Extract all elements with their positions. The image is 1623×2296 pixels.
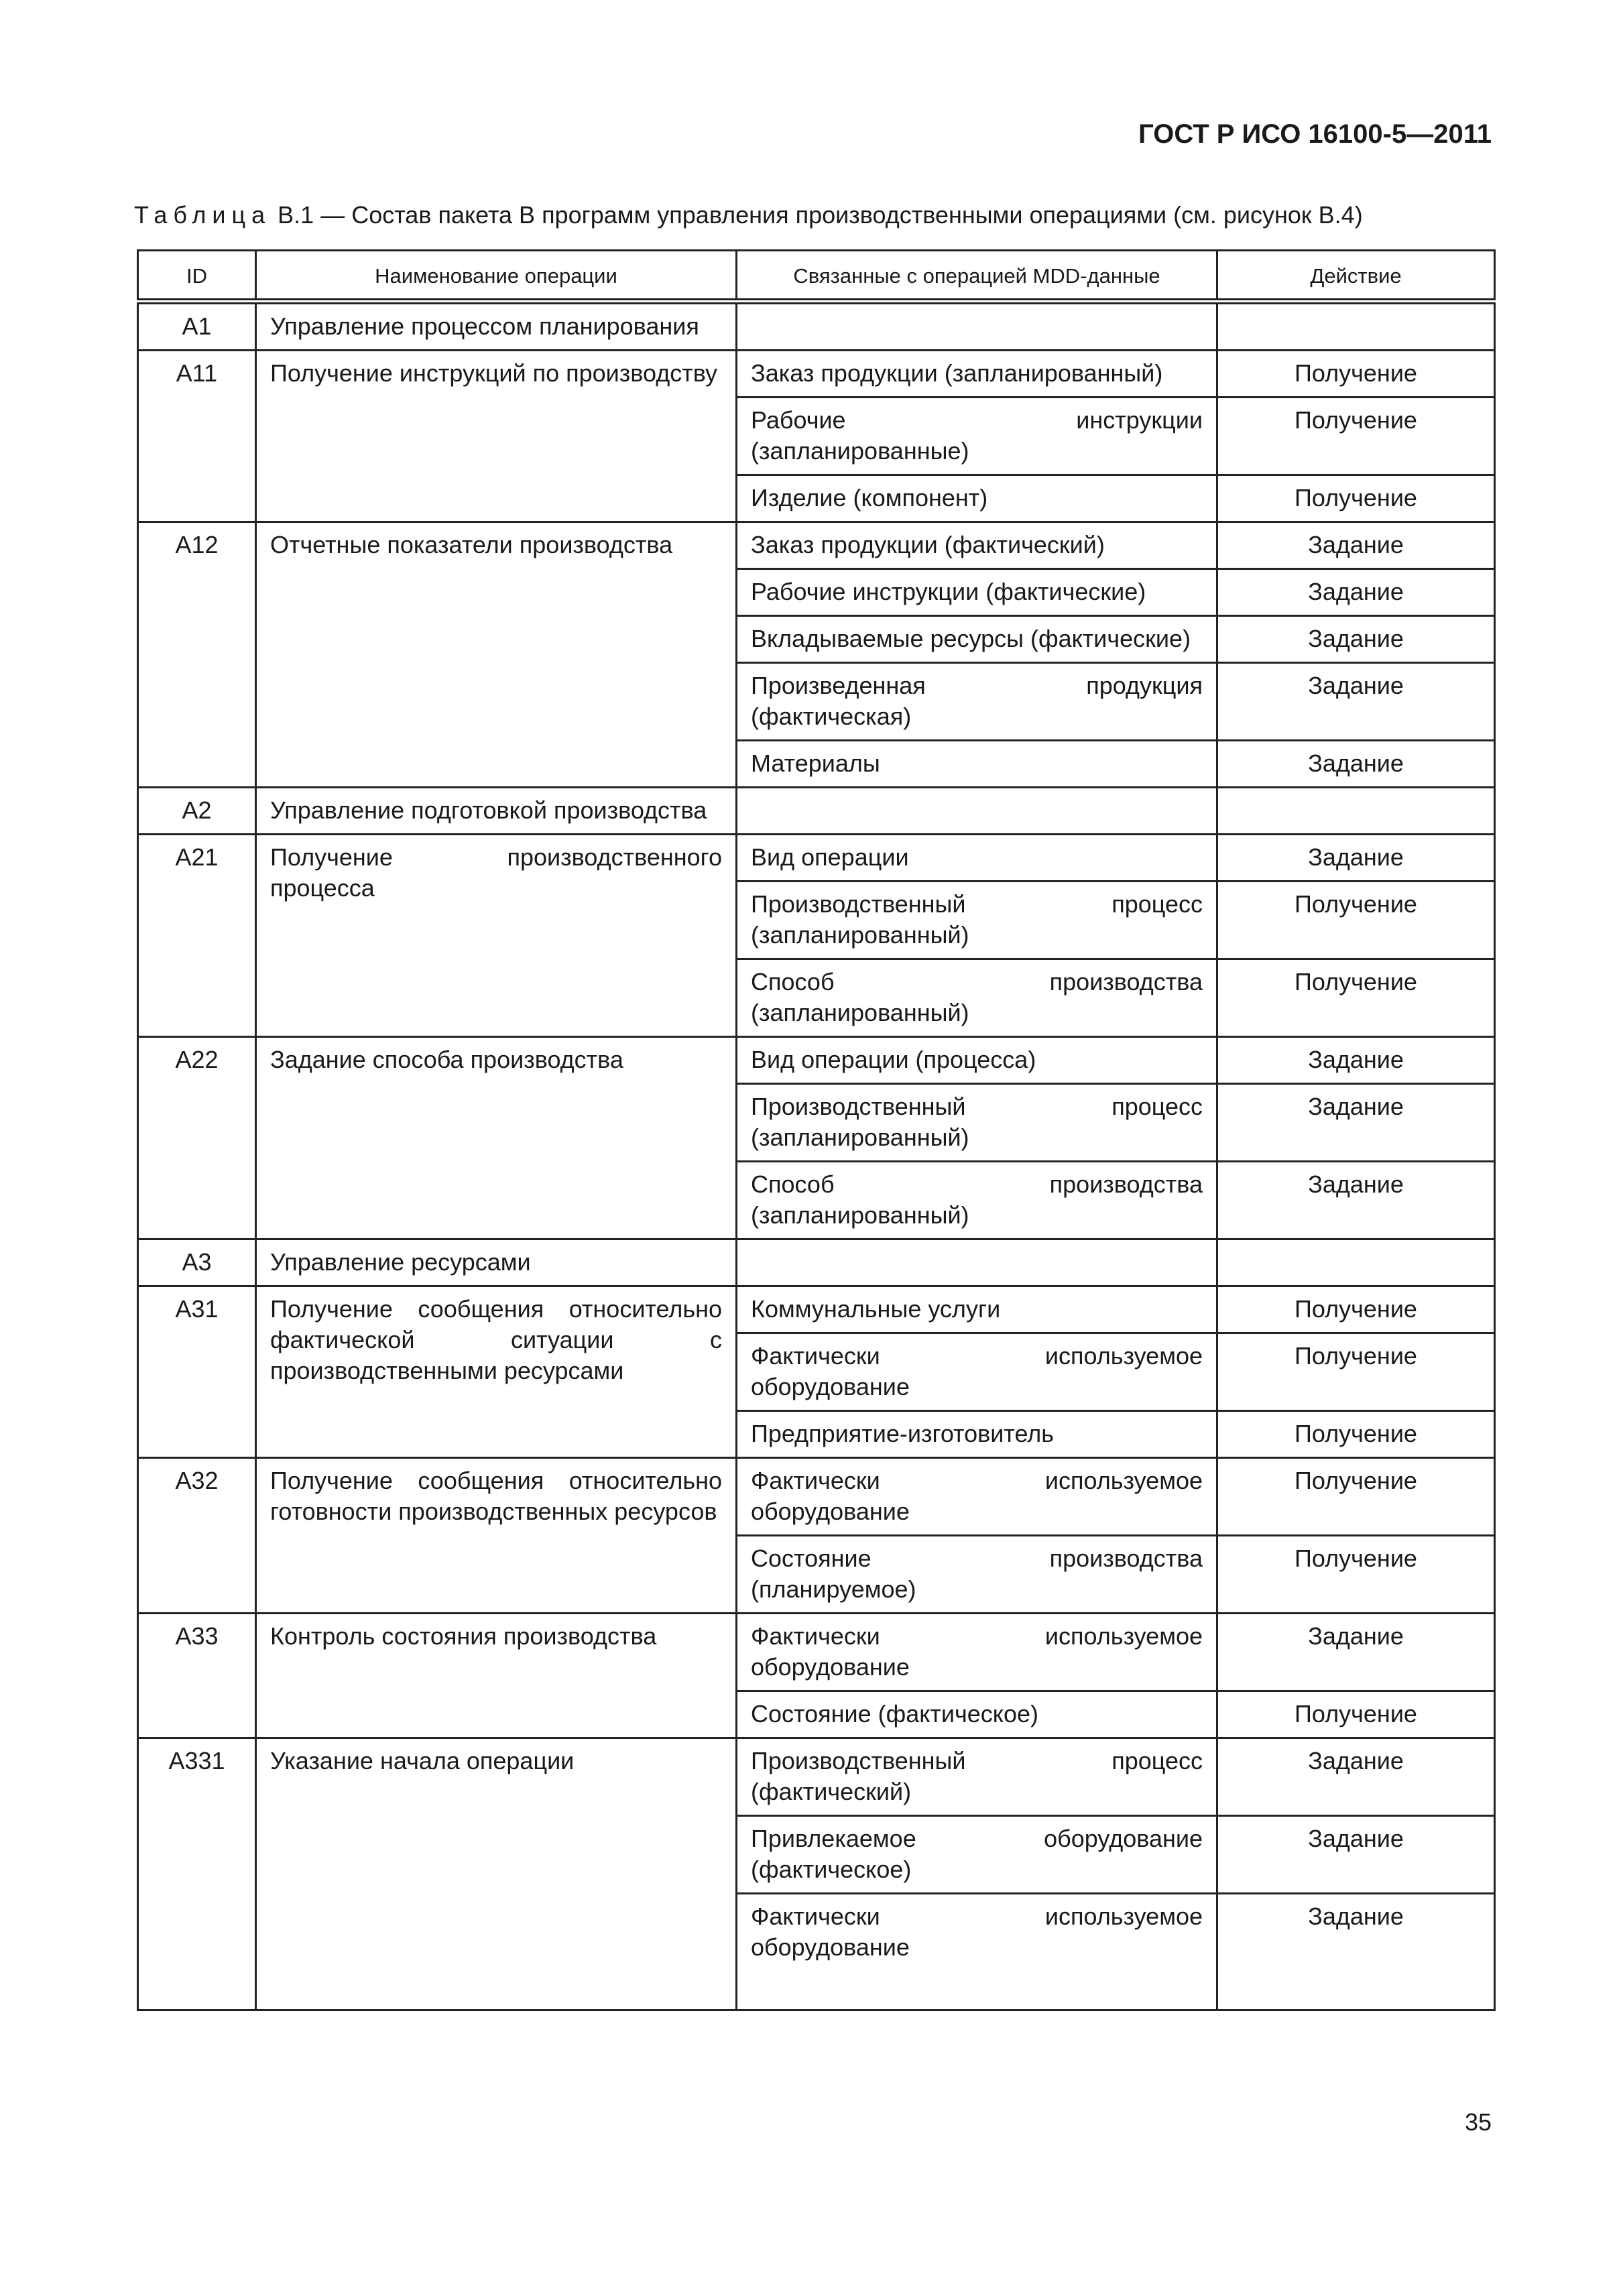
mdd-data-cell: Материалы	[737, 741, 1217, 788]
mdd-data-cell: Фактически используемое оборудование	[737, 1894, 1217, 2010]
table-row	[138, 302, 1495, 351]
operation-id-cell: A11	[138, 351, 256, 522]
column-header-mdd-data: Связанные с операцией MDD-данные	[737, 251, 1217, 302]
table-row	[138, 522, 1495, 569]
table-row	[138, 788, 1495, 835]
operation-id-cell: A1	[138, 302, 256, 351]
mdd-data-cell: Рабочие инструкции (запланированные)	[737, 398, 1217, 475]
action-cell: Получение	[1217, 1333, 1495, 1411]
action-cell: Задание	[1217, 1738, 1495, 1816]
mdd-data-cell: Способ производства (запланированный)	[737, 1162, 1217, 1240]
table-row	[138, 1738, 1495, 1816]
mdd-data-cell: Привлекаемое оборудование (фактическое)	[737, 1816, 1217, 1894]
operation-id-cell: A12	[138, 522, 256, 788]
action-cell: Задание	[1217, 616, 1495, 663]
table-header-row	[138, 251, 1495, 302]
action-cell: Задание	[1217, 569, 1495, 616]
mdd-data-cell: Способ производства (запланированный)	[737, 959, 1217, 1037]
table-row	[138, 835, 1495, 882]
operation-name-cell: Задание способа производства	[256, 1037, 737, 1240]
mdd-data-cell: Производственный процесс (запланированный)	[737, 1084, 1217, 1162]
action-cell: Задание	[1217, 1037, 1495, 1084]
action-cell	[1217, 1240, 1495, 1286]
action-cell: Задание	[1217, 1614, 1495, 1691]
mdd-data-cell: Вид операции	[737, 835, 1217, 882]
operation-name-cell: Получение сообщения относительно фактической ситуации с производственными ресурсами	[256, 1286, 737, 1458]
table-row	[138, 1037, 1495, 1084]
operation-name-cell: Управление ресурсами	[256, 1240, 737, 1286]
action-cell: Получение	[1217, 398, 1495, 475]
operation-id-cell: A21	[138, 835, 256, 1037]
action-cell: Получение	[1217, 475, 1495, 522]
table-row	[138, 1458, 1495, 1536]
table-body	[138, 302, 1495, 2010]
operation-name-cell: Получение производственного процесса	[256, 835, 737, 1037]
mdd-data-cell: Состояние производства (планируемое)	[737, 1536, 1217, 1614]
action-cell: Задание	[1217, 741, 1495, 788]
table-row	[138, 1614, 1495, 1691]
mdd-data-cell: Вкладываемые ресурсы (фактические)	[737, 616, 1217, 663]
mdd-data-cell: Вид операции (процесса)	[737, 1037, 1217, 1084]
table-row	[138, 351, 1495, 398]
action-cell: Задание	[1217, 663, 1495, 741]
mdd-data-cell	[737, 788, 1217, 835]
page-number: 35	[1464, 2108, 1492, 2136]
action-cell: Задание	[1217, 835, 1495, 882]
mdd-data-cell	[737, 1240, 1217, 1286]
mdd-data-cell: Предприятие-изготовитель	[737, 1411, 1217, 1458]
standard-designation: ГОСТ Р ИСО 16100-5—2011	[1138, 119, 1492, 149]
action-cell: Задание	[1217, 1894, 1495, 2010]
mdd-data-cell: Рабочие инструкции (фактические)	[737, 569, 1217, 616]
action-cell: Задание	[1217, 522, 1495, 569]
action-cell	[1217, 788, 1495, 835]
mdd-data-cell: Заказ продукции (фактический)	[737, 522, 1217, 569]
operation-name-cell: Получение инструкций по производству	[256, 351, 737, 522]
table-row	[138, 1240, 1495, 1286]
operations-table	[137, 249, 1496, 2011]
action-cell: Получение	[1217, 351, 1495, 398]
action-cell	[1217, 302, 1495, 351]
action-cell: Получение	[1217, 1286, 1495, 1333]
action-cell: Получение	[1217, 1691, 1495, 1738]
operation-name-cell: Контроль состояния производства	[256, 1614, 737, 1738]
mdd-data-cell: Произведенная продукция (фактическая)	[737, 663, 1217, 741]
mdd-data-cell: Фактически используемое оборудование	[737, 1614, 1217, 1691]
operation-id-cell: A33	[138, 1614, 256, 1738]
mdd-data-cell: Производственный процесс (запланированный)	[737, 882, 1217, 959]
operation-name-cell: Получение сообщения относительно готовности производственных ресурсов	[256, 1458, 737, 1614]
operation-id-cell: A31	[138, 1286, 256, 1458]
operation-id-cell: A2	[138, 788, 256, 835]
operation-name-cell: Управление процессом планирования	[256, 302, 737, 351]
column-header-id: ID	[138, 251, 256, 302]
action-cell: Задание	[1217, 1816, 1495, 1894]
mdd-data-cell: Заказ продукции (запланированный)	[737, 351, 1217, 398]
action-cell: Получение	[1217, 1458, 1495, 1536]
operation-id-cell: A331	[138, 1738, 256, 2010]
table-row	[138, 1286, 1495, 1333]
table-caption-text: В.1 — Состав пакета В программ управления производственными операциями (см. рисунок В.4)	[271, 201, 1363, 229]
action-cell: Получение	[1217, 882, 1495, 959]
operation-name-cell: Управление подготовкой производства	[256, 788, 737, 835]
column-header-action: Действие	[1217, 251, 1495, 302]
mdd-data-cell: Фактически используемое оборудование	[737, 1458, 1217, 1536]
operation-name-cell: Указание начала операции	[256, 1738, 737, 2010]
table-caption-lead: Таблица	[134, 201, 272, 229]
action-cell: Получение	[1217, 1411, 1495, 1458]
mdd-data-cell	[737, 302, 1217, 351]
action-cell: Задание	[1217, 1084, 1495, 1162]
operation-name-cell: Отчетные показатели производства	[256, 522, 737, 788]
mdd-data-cell: Состояние (фактическое)	[737, 1691, 1217, 1738]
operation-id-cell: A22	[138, 1037, 256, 1240]
mdd-data-cell: Фактически используемое оборудование	[737, 1333, 1217, 1411]
operation-id-cell: A32	[138, 1458, 256, 1614]
mdd-data-cell: Производственный процесс (фактический)	[737, 1738, 1217, 1816]
action-cell: Задание	[1217, 1162, 1495, 1240]
column-header-operation-name: Наименование операции	[256, 251, 737, 302]
table-caption	[134, 201, 1495, 229]
action-cell: Получение	[1217, 1536, 1495, 1614]
mdd-data-cell: Коммунальные услуги	[737, 1286, 1217, 1333]
mdd-data-cell: Изделие (компонент)	[737, 475, 1217, 522]
operation-id-cell: A3	[138, 1240, 256, 1286]
action-cell: Получение	[1217, 959, 1495, 1037]
